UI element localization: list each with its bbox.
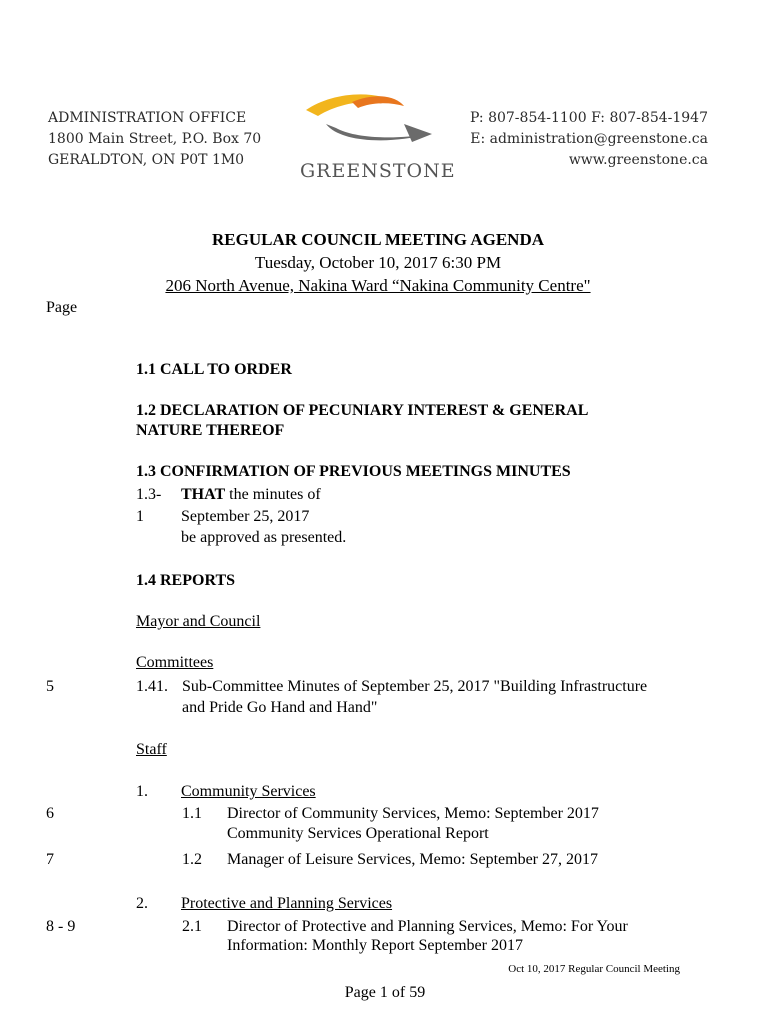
office-name: ADMINISTRATION OFFICE [48,110,247,126]
greenstone-logo [292,88,462,188]
footer-meeting-label: Oct 10, 2017 Regular Council Meeting [508,963,680,975]
office-address [48,108,261,171]
item-number-1-2: 1.2 [182,851,202,868]
item-number-part1: 1.3- [136,486,162,503]
motion-line1-rest: the minutes of [225,486,321,503]
item-1-1-line2: Community Services Operational Report [227,825,489,842]
section-confirmation-minutes: 1.3 CONFIRMATION OF PREVIOUS MEETINGS MINUTES [136,463,571,480]
item-2-1-line2: Information: Monthly Report September 2017 [227,937,523,954]
item-number-141: 1.41. [136,678,168,695]
office-city: GERALDTON, ON P0T 1M0 [48,152,245,168]
phone-fax: P: 807-854-1100 F: 807-854-1947 [470,110,708,126]
page-column-label: Page [46,299,78,316]
agenda-title: REGULAR COUNCIL MEETING AGENDA [211,230,544,249]
swoosh-logo-icon [292,88,462,168]
item-number-2-1: 2.1 [182,918,202,935]
section-declaration-line2: NATURE THEREOF [136,422,285,439]
page-ref-2-1: 8 - 9 [46,918,76,935]
item-141-line1: Sub-Committee Minutes of September 25, 2017 "Building Infrastructure [182,678,648,695]
item-2-1-line1: Director of Protective and Planning Services, Memo: For Your [227,918,628,935]
motion-line2: September 25, 2017 [181,508,310,525]
contact-info [470,108,708,171]
item-1-2-line1: Manager of Leisure Services, Memo: September 27, 2017 [227,851,599,868]
logo-wordmark: GREENSTONE [300,160,456,182]
page-ref-141: 5 [46,678,54,695]
subheading-mayor-council: Mayor and Council [136,613,261,630]
section-call-to-order: 1.1 CALL TO ORDER [136,361,292,378]
page-ref-1-2: 7 [46,851,54,868]
item-141-line2: and Pride Go Hand and Hand" [182,699,378,716]
subheading-committees: Committees [136,654,214,671]
subheading-protective-planning: Protective and Planning Services [181,895,393,912]
office-street: 1800 Main Street, P.O. Box 70 [48,131,262,147]
section-declaration-line1: 1.2 DECLARATION OF PECUNIARY INTEREST & GENERAL [136,402,589,419]
page-number: Page 1 of 59 [344,984,426,1001]
staff-item-number-1: 1. [136,783,148,800]
motion-that: THAT [181,486,226,503]
subheading-community-services: Community Services [181,783,316,800]
item-number-1-1: 1.1 [182,805,202,822]
meeting-datetime: Tuesday, October 10, 2017 6:30 PM [254,253,502,272]
item-1-1-line1: Director of Community Services, Memo: September 2017 [227,805,599,822]
website-url: www.greenstone.ca [568,152,708,168]
email-address: E: administration@greenstone.ca [470,131,708,147]
subheading-staff: Staff [136,741,167,758]
meeting-location: 206 North Avenue, Nakina Ward “Nakina Community Centre" [165,276,591,295]
page-ref-1-1: 6 [46,805,54,822]
staff-item-number-2: 2. [136,895,148,912]
section-reports: 1.4 REPORTS [136,572,236,589]
motion-line3: be approved as presented. [181,529,347,546]
item-number-part2: 1 [136,508,144,525]
motion-line1 [181,484,321,506]
